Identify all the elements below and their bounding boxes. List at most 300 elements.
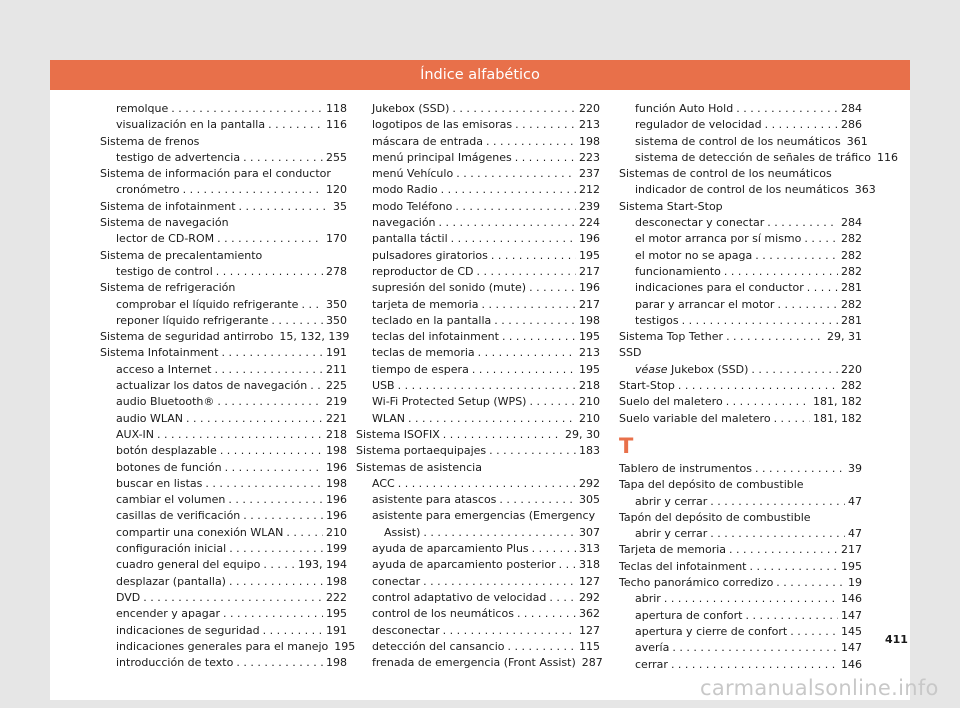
entry-page[interactable]: 198 <box>326 574 347 588</box>
entry-page[interactable]: 210 <box>579 395 600 409</box>
entry-page[interactable]: 116 <box>877 150 899 164</box>
entry-term: Sistema portaequipajes <box>356 444 487 458</box>
dot-leader <box>807 280 838 296</box>
entry-page[interactable]: 212 <box>579 183 600 197</box>
entry-term: compartir una conexión WLAN <box>116 525 284 539</box>
entry-term: navegación <box>372 216 436 230</box>
dot-leader <box>672 640 838 656</box>
dot-leader <box>205 476 323 492</box>
entry-page[interactable]: 29, 30 <box>565 427 600 441</box>
entry-term: Techo panorámico corredizo <box>619 576 774 590</box>
index-heading: asistente para emergencias (Emergency <box>372 509 596 523</box>
dot-leader <box>499 492 576 508</box>
entry-page[interactable]: 191 <box>326 346 347 360</box>
dot-leader <box>220 443 323 459</box>
entry-page[interactable]: 196 <box>326 509 347 523</box>
index-entry <box>100 639 356 655</box>
dot-leader <box>664 591 838 607</box>
entry-term: comprobar el líquido refrigerante <box>116 297 299 311</box>
index-heading: Sistemas de control de los neumáticos <box>619 167 832 181</box>
entry-page[interactable]: 47 <box>848 527 862 541</box>
index-heading: Sistemas de asistencia <box>356 460 482 474</box>
entry-page[interactable]: 220 <box>841 362 862 376</box>
entry-page[interactable]: 120 <box>326 183 347 197</box>
index-heading: Sistema de refrigeración <box>100 281 236 295</box>
dot-leader <box>529 280 576 296</box>
entry-page[interactable]: 196 <box>579 281 600 295</box>
index-entry <box>356 280 600 296</box>
index-entry <box>619 329 862 345</box>
index-entry <box>356 329 600 345</box>
index-entry <box>100 313 347 329</box>
entry-page[interactable]: 350 <box>326 297 347 311</box>
entry-page[interactable]: 281 <box>841 281 862 295</box>
index-heading: Sistema de información para el conductor <box>100 167 331 181</box>
index-entry <box>619 362 862 378</box>
entry-page[interactable]: 361 <box>846 134 868 148</box>
index-entry <box>356 427 600 443</box>
index-entry <box>100 378 347 394</box>
entry-page[interactable]: 292 <box>579 590 600 604</box>
index-entry <box>100 117 347 133</box>
entry-term: actualizar los datos de navegación <box>116 379 308 393</box>
entry-page[interactable]: 195 <box>579 362 600 376</box>
entry-page[interactable]: 350 <box>326 313 347 327</box>
entry-term: teclas del infotainment <box>372 330 499 344</box>
entry-page[interactable]: 313 <box>579 542 600 556</box>
index-entry <box>356 199 600 215</box>
entry-page[interactable]: 223 <box>579 150 600 164</box>
entry-term: casillas de verificación <box>116 509 241 523</box>
dot-leader <box>183 182 323 198</box>
entry-page[interactable]: 196 <box>326 460 347 474</box>
index-entry <box>100 557 347 573</box>
dot-leader <box>217 231 323 247</box>
entry-term: tarjeta de memoria <box>372 297 479 311</box>
index-entry <box>619 461 862 477</box>
entry-page[interactable]: 217 <box>579 297 600 311</box>
index-entry <box>619 117 862 133</box>
entry-term: frenada de emergencia (Front Assist) <box>372 656 576 670</box>
dot-leader <box>804 231 838 247</box>
entry-term: Tarjeta de memoria <box>619 543 727 557</box>
entry-term: cronómetro <box>116 183 180 197</box>
entry-page[interactable]: 170 <box>326 232 347 246</box>
entry-term: DVD <box>116 590 141 604</box>
index-entry <box>356 623 600 639</box>
dot-leader <box>559 557 576 573</box>
entry-page[interactable]: 282 <box>841 264 862 278</box>
dot-leader <box>441 182 576 198</box>
dot-leader <box>186 411 323 427</box>
entry-term: Teclas del infotainment <box>619 559 747 573</box>
entry-page[interactable]: 292 <box>579 476 600 490</box>
dot-leader <box>310 378 323 394</box>
entry-page[interactable]: 35 <box>333 199 347 213</box>
entry-page[interactable]: 198 <box>326 476 347 490</box>
entry-page[interactable]: 221 <box>326 411 347 425</box>
entry-term: Sistema Top Tether <box>619 330 724 344</box>
entry-term: teclas de memoria <box>372 346 475 360</box>
dot-leader <box>478 345 576 361</box>
entry-term: asistente para atascos <box>372 493 497 507</box>
entry-page[interactable]: 224 <box>579 216 600 230</box>
entry-page[interactable]: 195 <box>326 607 347 621</box>
entry-term: abrir <box>635 592 661 606</box>
entry-page[interactable]: 222 <box>326 590 347 604</box>
entry-page[interactable]: 195 <box>579 248 600 262</box>
index-entry <box>100 394 347 410</box>
entry-page[interactable]: 217 <box>841 543 862 557</box>
entry-page[interactable]: 196 <box>326 493 347 507</box>
index-entry <box>619 657 862 673</box>
entry-term: indicaciones para el conductor <box>635 281 804 295</box>
index-entry <box>356 378 600 394</box>
dot-leader <box>229 541 323 557</box>
index-entry <box>619 280 862 296</box>
index-entry <box>356 134 600 150</box>
dot-leader <box>491 248 576 264</box>
index-entry <box>100 101 347 117</box>
index-entry <box>356 248 600 264</box>
index-entry <box>356 557 600 573</box>
index-entry <box>619 624 862 640</box>
dot-leader <box>710 494 845 510</box>
dot-leader <box>268 117 323 133</box>
index-entry <box>619 394 862 410</box>
index-entry <box>619 559 862 575</box>
index-entry <box>619 591 862 607</box>
entry-term: apertura de confort <box>635 608 743 622</box>
index-entry <box>619 526 862 542</box>
entry-term: reproductor de CD <box>372 264 474 278</box>
entry-term: audio WLAN <box>116 411 183 425</box>
entry-page[interactable]: 282 <box>841 379 862 393</box>
entry-term: pulsadores giratorios <box>372 248 488 262</box>
index-entry <box>100 508 347 524</box>
index-entry <box>356 345 600 361</box>
index-entry <box>100 182 347 198</box>
entry-page[interactable]: 218 <box>326 427 347 441</box>
index-entry <box>356 101 600 117</box>
index-entry <box>356 117 600 133</box>
dot-leader <box>736 101 838 117</box>
dot-leader <box>517 606 576 622</box>
index-entry <box>619 494 862 510</box>
index-heading: Sistema Start-Stop <box>619 199 723 213</box>
entry-term: cuadro general del equipo <box>116 558 261 572</box>
entry-term: control de los neumáticos <box>372 607 514 621</box>
dot-leader <box>489 443 576 459</box>
index-entry <box>619 150 899 166</box>
entry-page[interactable]: 281 <box>841 313 862 327</box>
index-entry <box>356 313 600 329</box>
index-entry <box>356 297 600 313</box>
index-heading: Tapón del depósito de combustible <box>619 510 811 524</box>
entry-term: sistema de detección de señales de tráfico <box>635 150 872 164</box>
entry-page[interactable]: 284 <box>841 216 862 230</box>
index-entry <box>100 606 347 622</box>
entry-page[interactable]: 198 <box>326 656 347 670</box>
index-entry <box>100 541 347 557</box>
entry-page[interactable]: 218 <box>579 379 600 393</box>
entry-term: logotipos de las emisoras <box>372 118 513 132</box>
entry-term: ACC <box>372 476 395 490</box>
entry-page[interactable]: 198 <box>326 444 347 458</box>
entry-term: botones de función <box>116 460 222 474</box>
dot-leader <box>678 378 838 394</box>
entry-term: USB <box>372 379 395 393</box>
dot-leader <box>532 541 576 557</box>
index-entry <box>356 215 600 231</box>
entry-term: encender y apagar <box>116 607 221 621</box>
entry-page[interactable]: 145 <box>841 624 862 638</box>
entry-term: Start-Stop <box>619 379 675 393</box>
entry-term: Suelo del maletero <box>619 395 723 409</box>
entry-page[interactable]: 286 <box>841 118 862 132</box>
index-entry <box>356 231 600 247</box>
entry-page[interactable]: 217 <box>579 264 600 278</box>
entry-page[interactable]: 195 <box>579 330 600 344</box>
entry-page[interactable]: 183 <box>579 444 600 458</box>
index-entry <box>356 443 600 459</box>
index-entry <box>356 590 600 606</box>
dot-leader <box>751 362 838 378</box>
entry-term: AUX-IN <box>116 427 155 441</box>
index-entry <box>619 313 862 329</box>
entry-page[interactable]: 195 <box>334 639 356 653</box>
entry-page[interactable]: 255 <box>326 150 347 164</box>
dot-leader <box>263 557 295 573</box>
entry-term: abrir y cerrar <box>635 494 708 508</box>
dot-leader <box>710 526 845 542</box>
entry-term: apertura y cierre de confort <box>635 624 788 638</box>
dot-leader <box>755 461 845 477</box>
entry-page[interactable]: 284 <box>841 102 862 115</box>
entry-page[interactable]: 19 <box>848 576 862 590</box>
entry-page[interactable]: 147 <box>841 641 862 655</box>
dot-leader <box>243 150 323 166</box>
see-reference-label: véase <box>635 362 668 376</box>
entry-page[interactable]: 237 <box>579 167 600 181</box>
dot-leader <box>443 427 562 443</box>
entry-term: Sistema Infotainment <box>100 346 219 360</box>
index-entry <box>100 231 347 247</box>
dot-leader <box>486 134 576 150</box>
dot-leader <box>271 313 323 329</box>
entry-page[interactable]: 282 <box>841 297 862 311</box>
entry-term: Wi-Fi Protected Setup (WPS) <box>372 395 527 409</box>
index-entry <box>100 329 350 345</box>
entry-term-text: Jukebox (SSD) <box>671 362 749 376</box>
entry-page[interactable]: 146 <box>841 657 862 671</box>
dot-leader <box>157 427 323 443</box>
entry-page[interactable]: 282 <box>841 232 862 246</box>
entry-term: ayuda de aparcamiento posterior <box>372 558 556 572</box>
entry-page[interactable]: 213 <box>579 346 600 360</box>
entry-term: audio Bluetooth® <box>116 395 215 409</box>
entry-page[interactable]: 15, 132, 139 <box>279 330 350 344</box>
index-entry <box>619 215 862 231</box>
entry-term: parar y arrancar el motor <box>635 297 775 311</box>
entry-page[interactable]: 213 <box>579 118 600 132</box>
entry-page[interactable]: 239 <box>579 199 600 213</box>
entry-page[interactable]: 198 <box>579 134 600 148</box>
entry-term: avería <box>635 641 670 655</box>
entry-page[interactable]: 307 <box>579 525 600 539</box>
entry-term: máscara de entrada <box>372 134 484 148</box>
entry-page[interactable]: 193, 194 <box>298 558 347 572</box>
dot-leader <box>472 362 576 378</box>
dot-leader <box>767 215 838 231</box>
dot-leader <box>776 575 845 591</box>
entry-page[interactable]: 210 <box>579 411 600 425</box>
index-entry <box>619 134 868 150</box>
index-entry <box>619 411 862 427</box>
index-entry <box>356 150 600 166</box>
entry-page[interactable]: 318 <box>579 558 600 572</box>
entry-page[interactable]: 287 <box>581 656 603 670</box>
dot-leader <box>439 215 576 231</box>
entry-term: introducción de texto <box>116 656 234 670</box>
index-entry <box>619 608 862 624</box>
entry-term <box>635 362 748 378</box>
dot-leader <box>225 460 323 476</box>
entry-page[interactable]: 181, 182 <box>813 411 862 425</box>
entry-page[interactable]: 282 <box>841 248 862 262</box>
index-entry <box>100 590 347 606</box>
entry-page[interactable]: 181, 182 <box>813 395 862 409</box>
entry-page[interactable]: 211 <box>326 362 347 376</box>
dot-leader <box>477 264 576 280</box>
entry-term: modo Teléfono <box>372 199 453 213</box>
entry-page[interactable]: 195 <box>841 559 862 573</box>
index-entry <box>356 525 600 541</box>
entry-page[interactable]: 146 <box>841 592 862 606</box>
entry-term: Sistema de seguridad antirrobo <box>100 330 274 344</box>
entry-term: detección del cansancio <box>372 639 505 653</box>
dot-leader <box>790 624 838 640</box>
index-entry <box>356 411 600 427</box>
entry-page[interactable]: 116 <box>326 118 347 132</box>
index-heading: Sistema de navegación <box>100 216 229 230</box>
dot-leader <box>755 248 838 264</box>
entry-term: testigo de control <box>116 264 213 278</box>
entry-page[interactable]: 118 <box>326 102 347 115</box>
entry-term: tiempo de espera <box>372 362 469 376</box>
index-entry <box>356 492 600 508</box>
entry-page[interactable]: 147 <box>841 608 862 622</box>
entry-term: lector de CD-ROM <box>116 232 215 246</box>
index-heading: SSD <box>619 346 642 360</box>
entry-term: remolque <box>116 102 169 115</box>
entry-term: configuración inicial <box>116 542 227 556</box>
entry-term: funcionamiento <box>635 264 721 278</box>
entry-page[interactable]: 225 <box>326 379 347 393</box>
entry-term: Sistema de infotainment <box>100 199 236 213</box>
dot-leader <box>423 525 576 541</box>
entry-term: control adaptativo de velocidad <box>372 590 547 604</box>
dot-leader <box>777 297 838 313</box>
entry-term: modo Radio <box>372 183 438 197</box>
entry-term: Assist) <box>384 525 421 539</box>
index-entry <box>356 166 600 182</box>
dot-leader <box>217 394 323 410</box>
index-entry <box>619 297 862 313</box>
dot-leader <box>301 297 323 313</box>
entry-page[interactable]: 39 <box>848 461 862 475</box>
dot-leader <box>726 394 810 410</box>
entry-term: Sistema ISOFIX <box>356 427 440 441</box>
dot-leader <box>243 508 323 524</box>
entry-page[interactable]: 115 <box>579 639 600 653</box>
dot-leader <box>221 345 323 361</box>
index-entry <box>356 574 600 590</box>
entry-term: Jukebox (SSD) <box>372 102 450 115</box>
entry-page[interactable]: 363 <box>854 183 876 197</box>
entry-term: desplazar (pantalla) <box>116 574 226 588</box>
entry-page[interactable]: 29, 31 <box>827 330 862 344</box>
index-entry <box>100 297 347 313</box>
entry-term: supresión del sonido (mute) <box>372 281 527 295</box>
entry-page[interactable]: 191 <box>326 623 347 637</box>
entry-term: desconectar <box>372 623 440 637</box>
entry-term: abrir y cerrar <box>635 527 708 541</box>
dot-leader <box>171 101 323 117</box>
dot-leader <box>765 117 838 133</box>
dot-leader <box>746 608 839 624</box>
index-entry <box>100 623 347 639</box>
entry-page[interactable]: 199 <box>326 542 347 556</box>
index-entry <box>619 542 862 558</box>
dot-leader <box>515 117 576 133</box>
entry-page[interactable]: 127 <box>579 623 600 637</box>
entry-page[interactable]: 362 <box>579 607 600 621</box>
dot-leader <box>508 639 576 655</box>
index-entry <box>356 655 603 671</box>
dot-leader <box>143 590 323 606</box>
entry-page[interactable]: 278 <box>326 264 347 278</box>
entry-term: función Auto Hold <box>635 102 734 115</box>
entry-term: pantalla táctil <box>372 232 448 246</box>
entry-page[interactable]: 220 <box>579 102 600 115</box>
dot-leader <box>452 101 576 117</box>
dot-leader <box>456 166 576 182</box>
entry-page[interactable]: 127 <box>579 574 600 588</box>
entry-page[interactable]: 47 <box>848 494 862 508</box>
entry-term: conectar <box>372 574 421 588</box>
entry-term: cambiar el volumen <box>116 493 226 507</box>
index-entry <box>100 574 347 590</box>
index-entry <box>100 362 347 378</box>
entry-page[interactable]: 210 <box>326 525 347 539</box>
entry-term: WLAN <box>372 411 406 425</box>
dot-leader <box>229 574 323 590</box>
entry-page[interactable]: 305 <box>579 493 600 507</box>
index-entry <box>356 606 600 622</box>
dot-leader <box>774 411 810 427</box>
entry-page[interactable]: 219 <box>326 395 347 409</box>
index-entry <box>619 101 862 117</box>
index-entry <box>100 427 347 443</box>
index-entry <box>356 362 600 378</box>
entry-page[interactable]: 196 <box>579 232 600 246</box>
dot-leader <box>724 264 838 280</box>
dot-leader <box>223 606 323 622</box>
section-letter: T <box>619 433 634 458</box>
entry-page[interactable]: 198 <box>579 313 600 327</box>
dot-leader <box>502 329 576 345</box>
